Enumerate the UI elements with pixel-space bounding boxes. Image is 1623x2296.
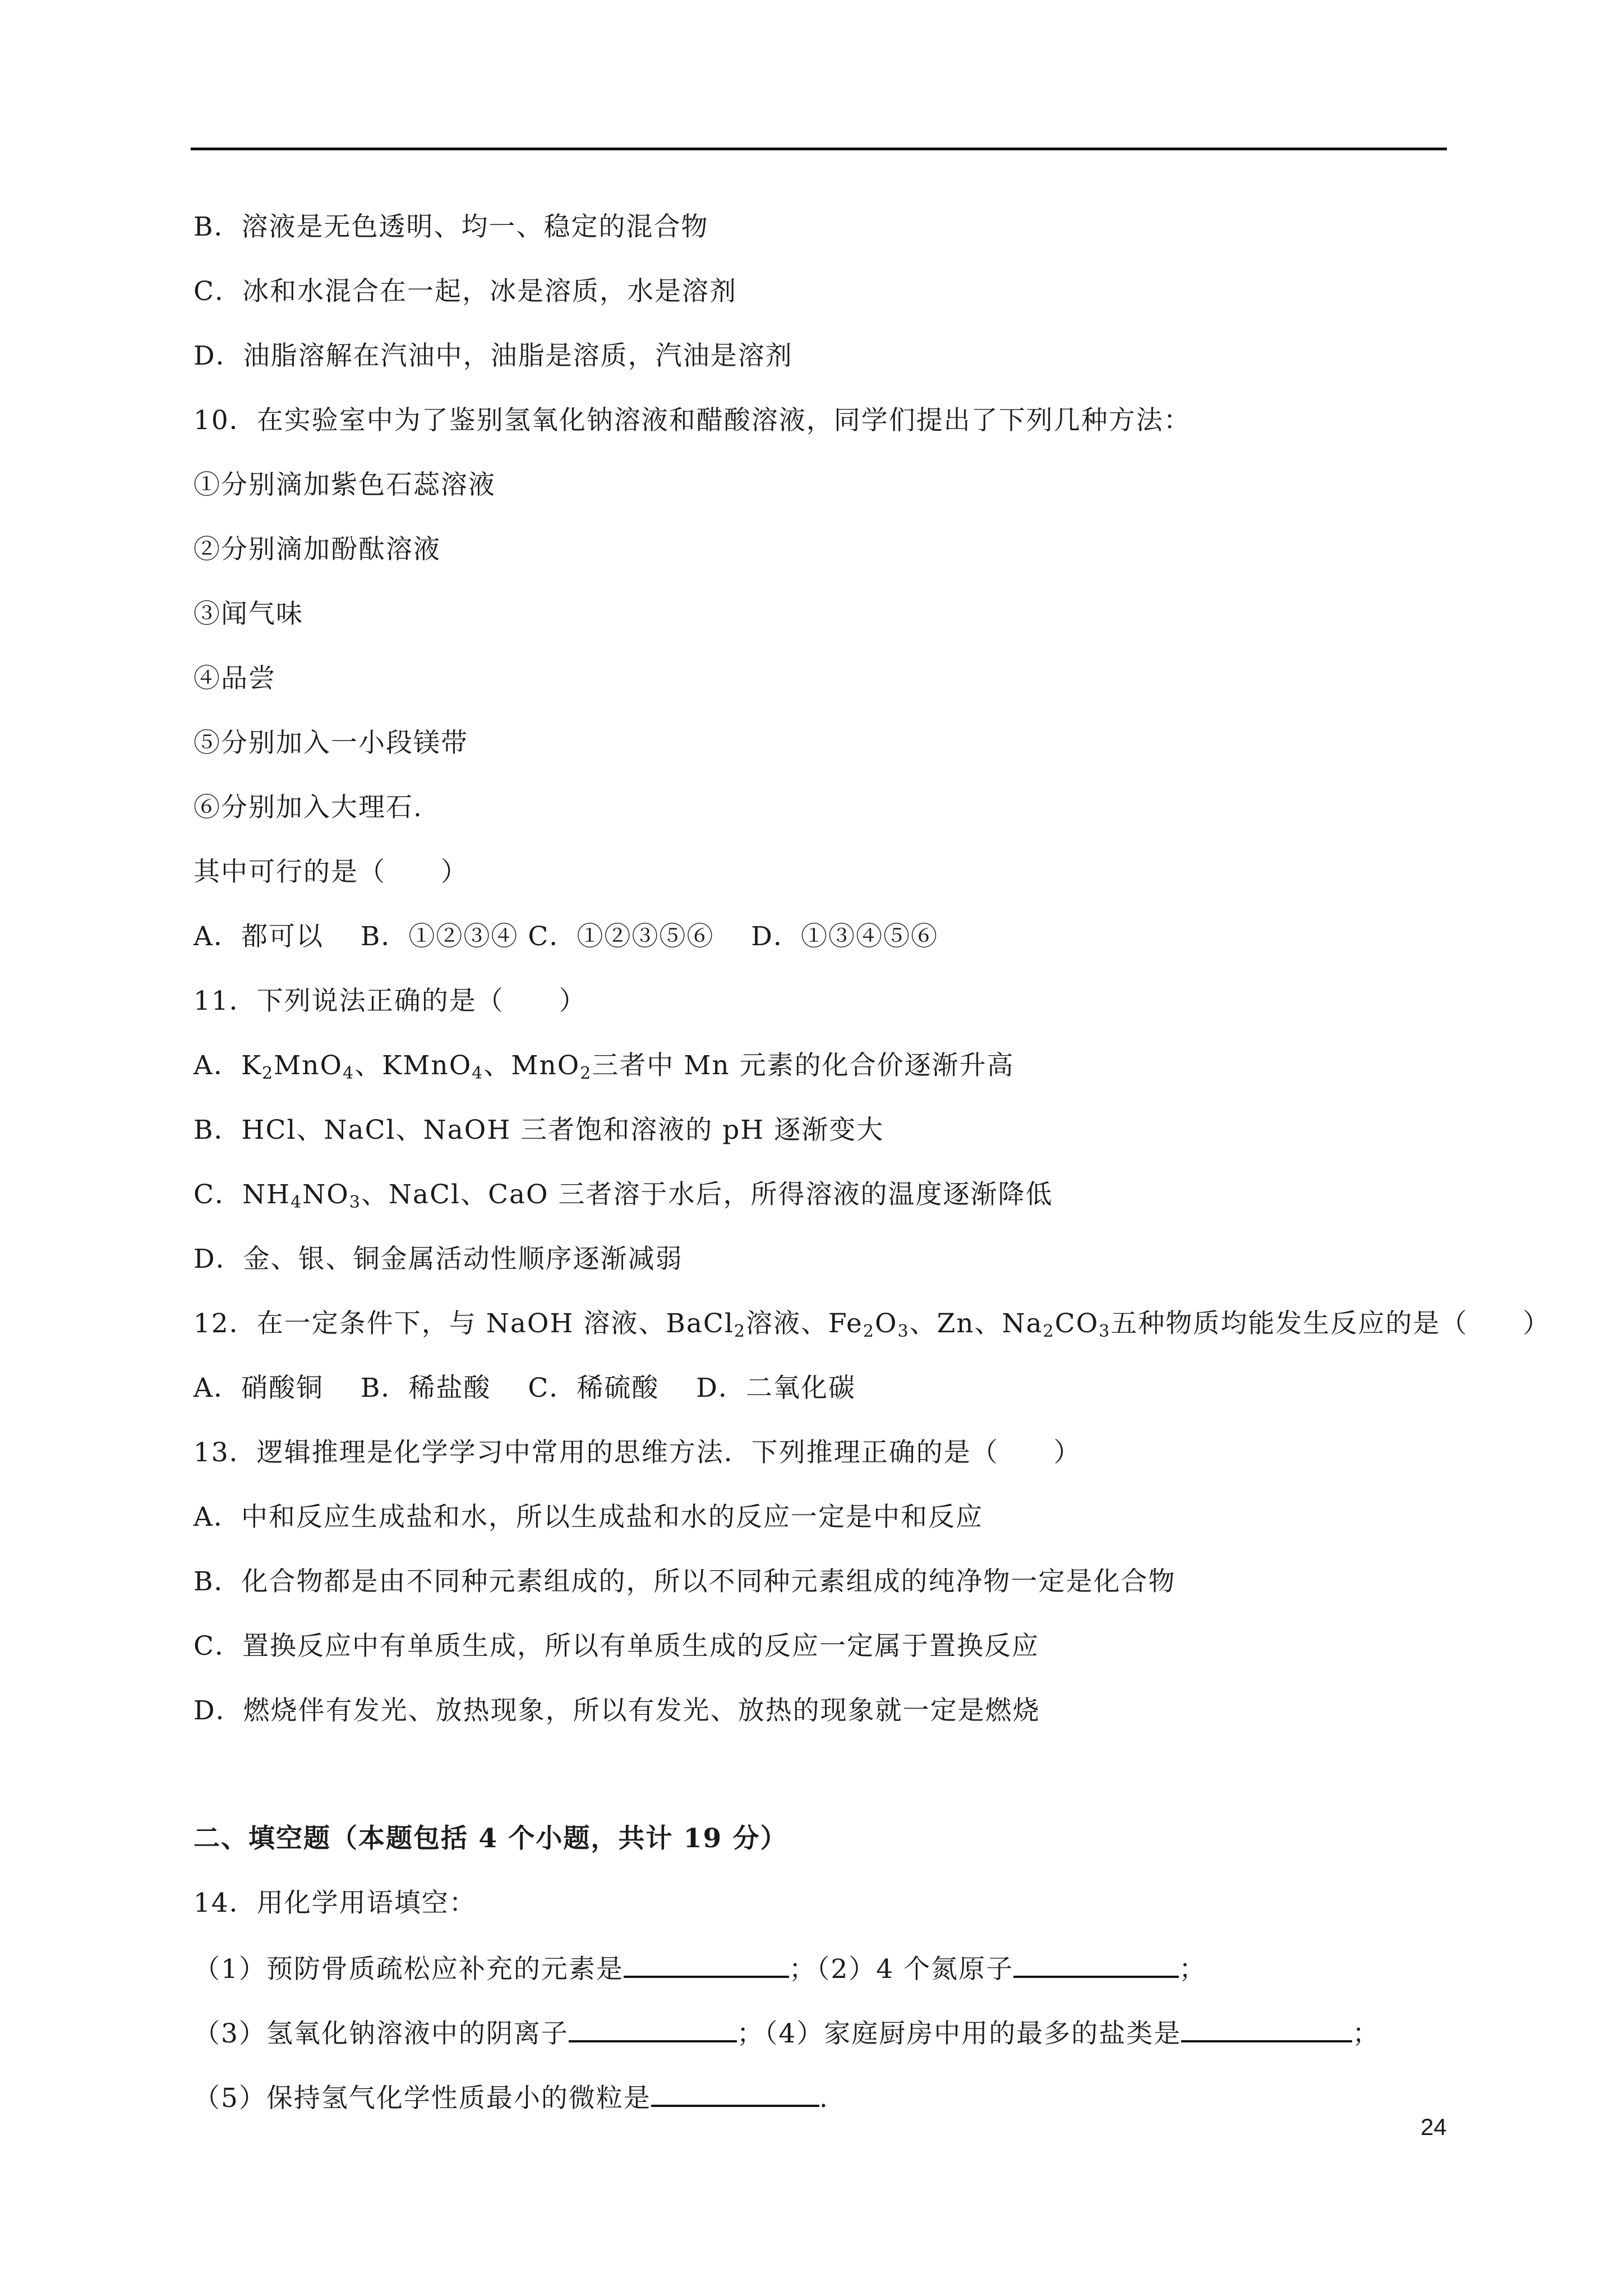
q11-option-a xyxy=(193,1049,1015,1091)
section-2-title: 二、填空题（本题包括 4 个小题，共计 19 分） xyxy=(193,1823,788,1854)
answer-blank-4[interactable] xyxy=(1181,2016,1352,2042)
q9-option-c: C．冰和水混合在一起，冰是溶质，水是溶剂 xyxy=(193,276,737,307)
q12-stem xyxy=(193,1307,1550,1349)
q10-method-6: ⑥分别加入大理石. xyxy=(193,792,423,823)
q13-option-d: D．燃烧伴有发光、放热现象，所以有发光、放热的现象就一定是燃烧 xyxy=(193,1695,1040,1726)
page-number: 24 xyxy=(1421,2114,1447,2140)
q12-text-6: 五种物质均能发生反应的是（ ） xyxy=(1110,1308,1551,1339)
q10-options: A．都可以 B．①②③④ C．①②③⑤⑥ D．①③④⑤⑥ xyxy=(193,921,938,952)
q14-stem: 14．用化学用语填空： xyxy=(193,1888,477,1918)
q14-part-2-label: ；（2）4 个氮原子 xyxy=(789,1954,1014,1985)
q14-line-2 xyxy=(193,2016,1380,2051)
q11-c-text-1: C．NH xyxy=(193,1179,291,1210)
q9-option-d: D．油脂溶解在汽油中，油脂是溶质，汽油是溶剂 xyxy=(193,341,793,371)
subscript: 4 xyxy=(291,1193,303,1212)
q10-method-3: ③闻气味 xyxy=(193,599,303,629)
answer-blank-2[interactable] xyxy=(1013,1951,1179,1978)
q11-option-b: B．HCl、NaCl、NaOH 三者饱和溶液的 pH 逐渐变大 xyxy=(193,1115,884,1145)
q14-part-4-label: ；（4）家庭厨房中用的最多的盐类是 xyxy=(736,2018,1182,2049)
q11-stem: 11．下列说法正确的是（ ） xyxy=(193,986,587,1016)
q13-option-b: B．化合物都是由不同种元素组成的，所以不同种元素组成的纯净物一定是化合物 xyxy=(193,1566,1176,1597)
q12-options: A．硝酸铜 B．稀盐酸 C．稀硫酸 D．二氧化碳 xyxy=(193,1373,856,1404)
subscript: 3 xyxy=(1099,1322,1111,1341)
subscript: 2 xyxy=(1043,1322,1055,1341)
q13-stem: 13．逻辑推理是化学学习中常用的思维方法．下列推理正确的是（ ） xyxy=(193,1437,1081,1468)
answer-blank-5[interactable] xyxy=(651,2080,819,2107)
q11-option-d: D．金、银、铜金属活动性顺序逐渐减弱 xyxy=(193,1244,683,1274)
q11-a-text-4: 、MnO xyxy=(483,1050,580,1081)
subscript: 2 xyxy=(863,1322,875,1341)
q11-a-text-1: A．K xyxy=(193,1050,262,1081)
subscript: 2 xyxy=(262,1064,274,1083)
subscript: 4 xyxy=(343,1064,355,1083)
subscript: 2 xyxy=(580,1064,592,1083)
subscript: 4 xyxy=(472,1064,484,1083)
q14-line-2-end: ； xyxy=(1352,2018,1380,2049)
q14-line-3-end: . xyxy=(819,2083,829,2114)
header-rule xyxy=(191,148,1447,150)
q10-stem: 10．在实验室中为了鉴别氢氧化钠溶液和醋酸溶液，同学们提出了下列几种方法： xyxy=(193,405,1191,436)
q12-text-4: 、Zn、Na xyxy=(909,1308,1043,1339)
q11-a-text-3: 、KMnO xyxy=(354,1050,472,1081)
q10-method-4: ④品尝 xyxy=(193,663,276,694)
subscript: 3 xyxy=(897,1322,910,1341)
q12-text-3: O xyxy=(874,1308,898,1339)
q10-question: 其中可行的是（ ） xyxy=(193,857,468,887)
q10-method-2: ②分别滴加酚酞溶液 xyxy=(193,534,441,565)
q14-part-3-label: （3）氢氧化钠溶液中的阴离子 xyxy=(193,2018,569,2049)
q14-part-1-label: （1）预防骨质疏松应补充的元素是 xyxy=(193,1954,624,1985)
q13-option-c: C．置换反应中有单质生成，所以有单质生成的反应一定属于置换反应 xyxy=(193,1631,1039,1662)
q10-method-5: ⑤分别加入一小段镁带 xyxy=(193,728,468,758)
answer-blank-1[interactable] xyxy=(624,1951,789,1978)
q12-text-2: 溶液、Fe xyxy=(746,1308,863,1339)
q9-option-b: B．溶液是无色透明、均一、稳定的混合物 xyxy=(193,211,709,242)
q12-text-1: 12．在一定条件下，与 NaOH 溶液、BaCl xyxy=(193,1308,734,1339)
q11-option-c xyxy=(193,1178,1053,1220)
q13-option-a: A．中和反应生成盐和水，所以生成盐和水的反应一定是中和反应 xyxy=(193,1502,983,1533)
q12-text-5: CO xyxy=(1054,1308,1099,1339)
q14-line-1-end: ； xyxy=(1179,1954,1207,1985)
q11-c-text-2: NO xyxy=(302,1179,349,1210)
q10-method-1: ①分别滴加紫色石蕊溶液 xyxy=(193,470,496,500)
q11-a-text-2: MnO xyxy=(274,1050,343,1081)
subscript: 2 xyxy=(734,1322,746,1341)
q14-line-3 xyxy=(193,2080,829,2115)
answer-blank-3[interactable] xyxy=(569,2016,737,2042)
subscript: 3 xyxy=(349,1193,361,1212)
q14-part-5-label: （5）保持氢气化学性质最小的微粒是 xyxy=(193,2083,651,2114)
q11-c-text-3: 、NaCl、CaO 三者溶于水后，所得溶液的温度逐渐降低 xyxy=(361,1179,1053,1210)
q11-a-text-5: 三者中 Mn 元素的化合价逐渐升高 xyxy=(592,1050,1015,1081)
q14-line-1 xyxy=(193,1951,1206,1986)
